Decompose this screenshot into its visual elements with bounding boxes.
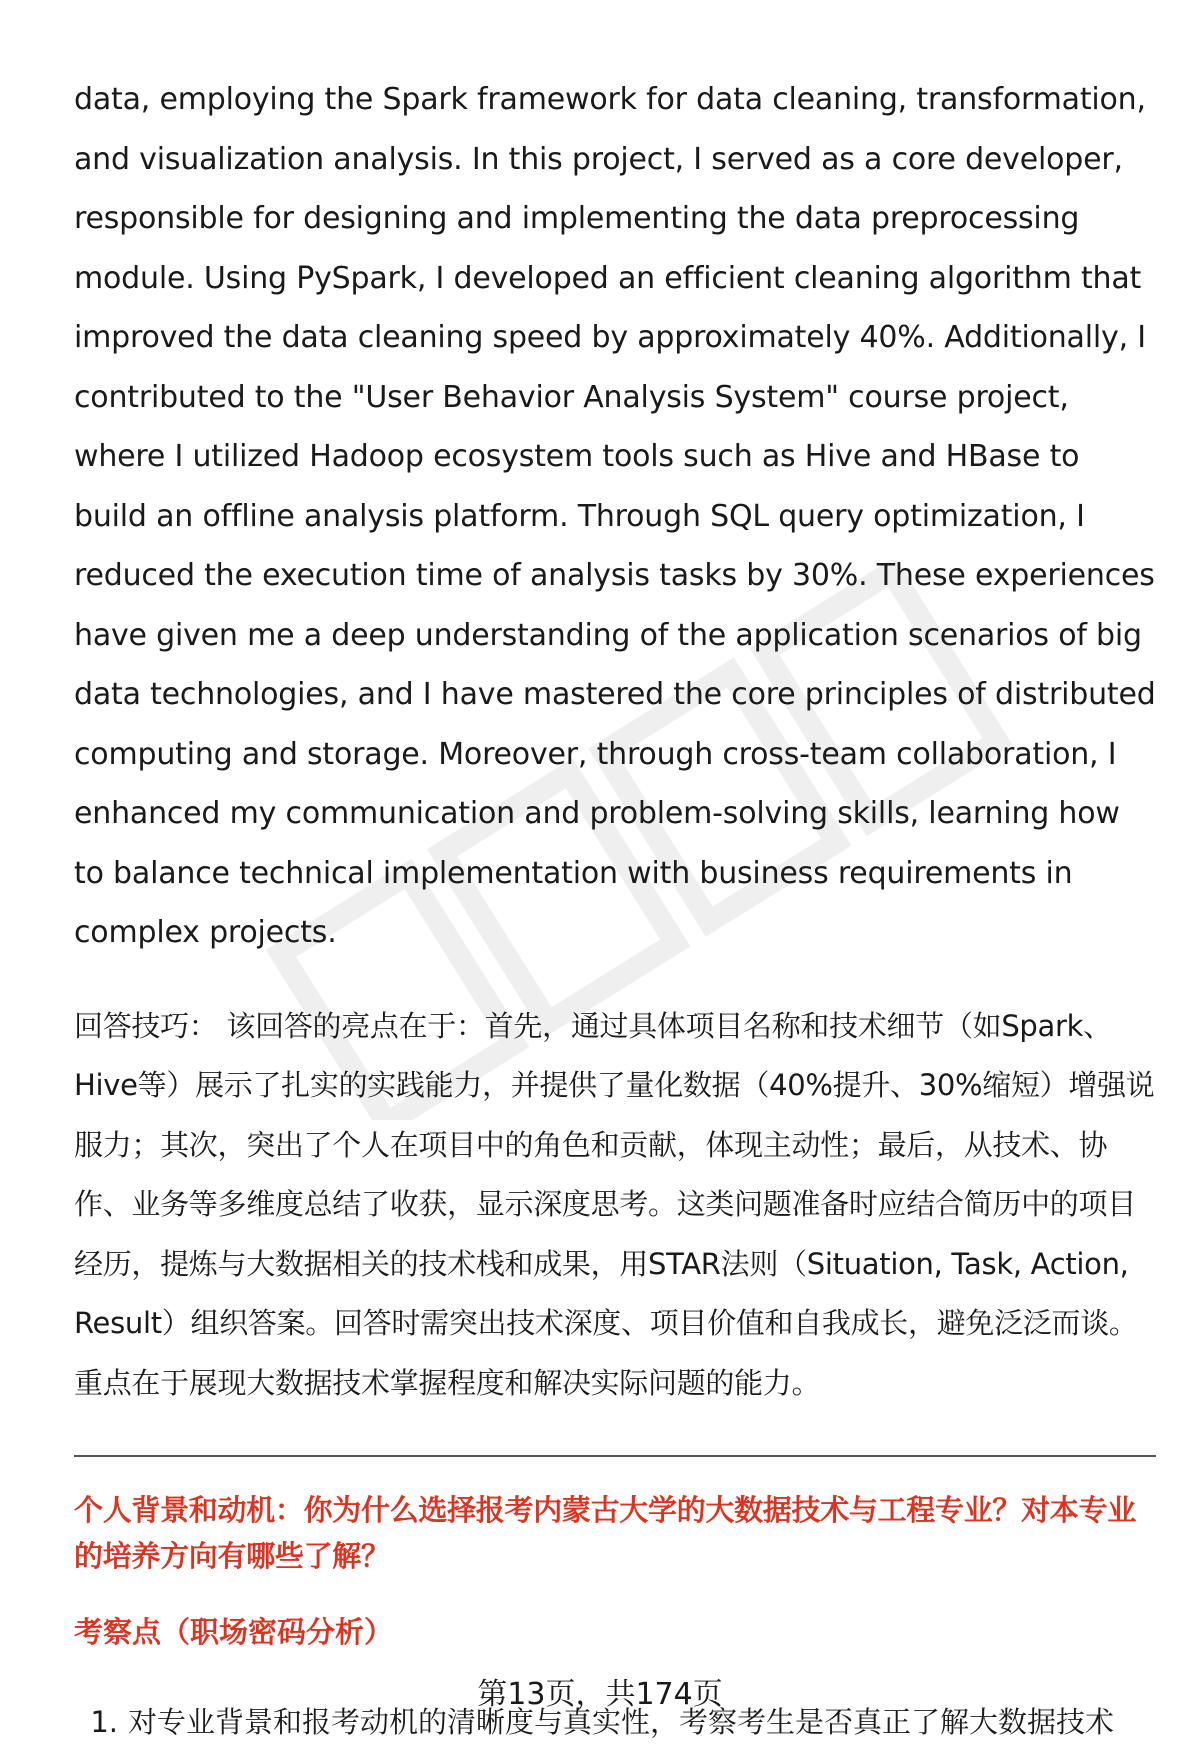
section-heading: 考察点（职场密码分析）: [74, 1615, 394, 1649]
list-item-text: 对专业背景和报考动机的清晰度与真实性，考察考生是否真正了解大数据技术: [128, 1705, 1115, 1739]
page-number: 第13页，共174页: [477, 1677, 723, 1712]
answer-paragraph: data, employing the Spark framework for data cleaning, transformation, and visualization analysis. In this project, I served as a core developer, responsible for designing and implementing the data preprocessing module. Using PySpark, I developed an efficient cleaning algorithm that improved the data cleaning speed by approximately 40%. Additionally, I contributed to the "User Behavior Analysis System" course project, where I utilized Hadoop ecosystem tools such as Hive and HBase to build an offline analysis platform. Through SQL query optimization, I reduced the execution time of analysis tasks by 30%. These experiences have given me a deep understanding of the application scenarios of big data technologies, and I have mastered the core principles of distributed computing and storage. Moreover, through cross-team collaboration, I enhanced my communication and problem-solving skills, learning how to balance technical implementation with business requirements in complex projects.: [74, 82, 1156, 950]
section-divider: [74, 1455, 1156, 1457]
answer-tips: 回答技巧： 该回答的亮点在于：首先，通过具体项目名称和技术细节（如Spark、Hive等）展示了扎实的实践能力，并提供了量化数据（40%提升、30%缩短）增强说服力；其次，突出了个人在项目中的角色和贡献，体现主动性；最后，从技术、协作、业务等多维度总结了收获，显示深度思考。这类问题准备时应结合简历中的项目经历，提炼与大数据相关的技术栈和成果，用STAR法则（Situation, Task, Action, Result）组织答案。回答时需突出技术深度、项目价值和自我成长，避免泛泛而谈。重点在于展现大数据技术掌握程度和解决实际问题的能力。: [74, 1008, 1155, 1400]
document-page: [74, 70, 1156, 1745]
question-title: 个人背景和动机：你为什么选择报考内蒙古大学的大数据技术与工程专业？对本专业的培养方向有哪些了解？: [74, 1493, 1136, 1573]
list-item-number: 1.: [90, 1705, 118, 1739]
